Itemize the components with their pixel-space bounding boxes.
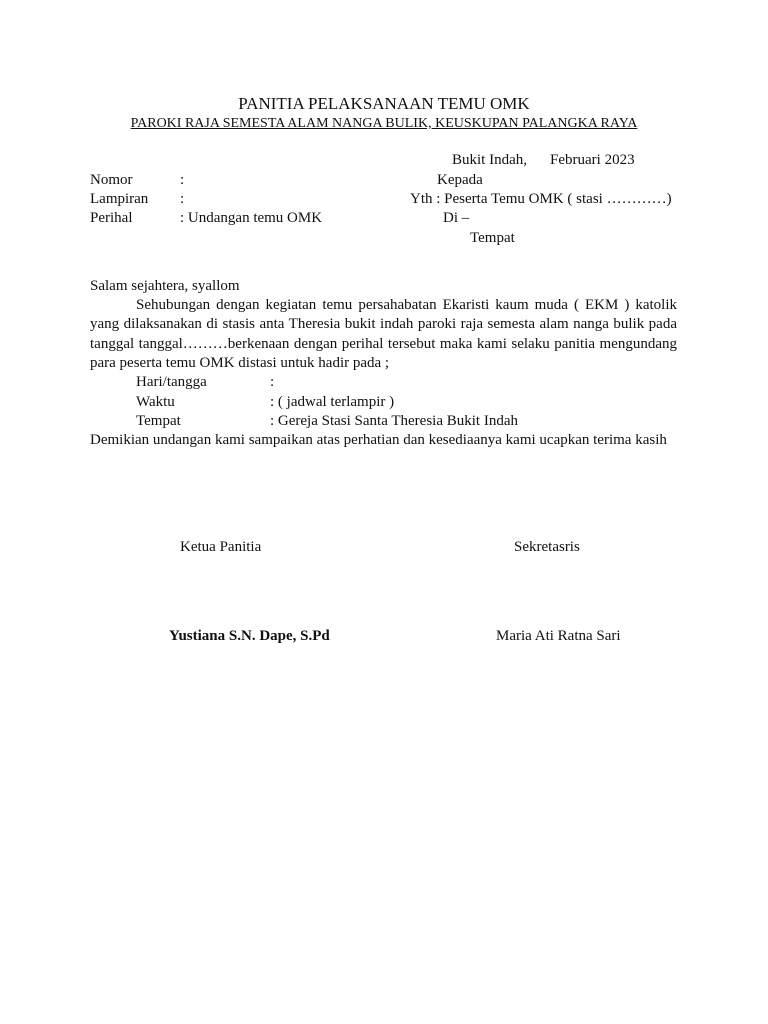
paragraph-line: para peserta temu OMK distasi untuk hadir pada ; <box>90 355 390 371</box>
signature-right-name: Maria Ati Ratna Sari <box>496 628 621 644</box>
lampiran-value: : <box>180 191 185 207</box>
signature-left-name: Yustiana S.N. Dape, S.Pd <box>169 628 330 644</box>
nomor-value: : <box>180 172 185 188</box>
recipient-di: Di – <box>443 210 470 226</box>
perihal-label: Perihal <box>90 210 133 226</box>
lampiran-label: Lampiran <box>90 191 149 207</box>
recipient-yth: Yth : Peserta Temu OMK ( stasi …………) <box>410 191 672 207</box>
nomor-label: Nomor <box>90 172 133 188</box>
closing-text: Demikian undangan kami sampaikan atas perhatian dan kesediaanya kami ucapkan terima kasih <box>90 432 667 448</box>
recipient-kepada: Kepada <box>437 172 483 188</box>
letter-subtitle: PAROKI RAJA SEMESTA ALAM NANGA BULIK, KEUSKUPAN PALANGKA RAYA <box>130 116 638 131</box>
detail-value-hari: : <box>270 374 275 390</box>
letter-title: PANITIA PELAKSANAAN TEMU OMK <box>238 94 530 113</box>
letter-date: Februari 2023 <box>550 152 635 168</box>
detail-value-waktu: : ( jadwal terlampir ) <box>270 394 395 410</box>
paragraph-line: tanggal tanggal………berkenaan dengan perihal tersebut maka kami selaku panitia mengundang <box>90 336 677 352</box>
perihal-value: : Undangan temu OMK <box>180 210 323 226</box>
paragraph-line: yang dilaksanakan di stasis anta Theresia bukit indah paroki raja semesta alam nanga bulik pada <box>90 316 677 332</box>
paragraph-line: Sehubungan dengan kegiatan temu persahabatan Ekaristi kaum muda ( EKM ) katolik <box>136 297 677 313</box>
signature-left-role: Ketua Panitia <box>180 539 262 555</box>
recipient-tempat: Tempat <box>470 230 515 246</box>
detail-label-waktu: Waktu <box>136 394 175 410</box>
detail-value-tempat: : Gereja Stasi Santa Theresia Bukit Indah <box>270 413 518 429</box>
greeting: Salam sejahtera, syallom <box>90 278 240 294</box>
detail-label-hari: Hari/tangga <box>136 374 207 390</box>
signature-right-role: Sekretasris <box>514 539 580 555</box>
letter-place: Bukit Indah, <box>452 152 527 168</box>
detail-label-tempat: Tempat <box>136 413 181 429</box>
